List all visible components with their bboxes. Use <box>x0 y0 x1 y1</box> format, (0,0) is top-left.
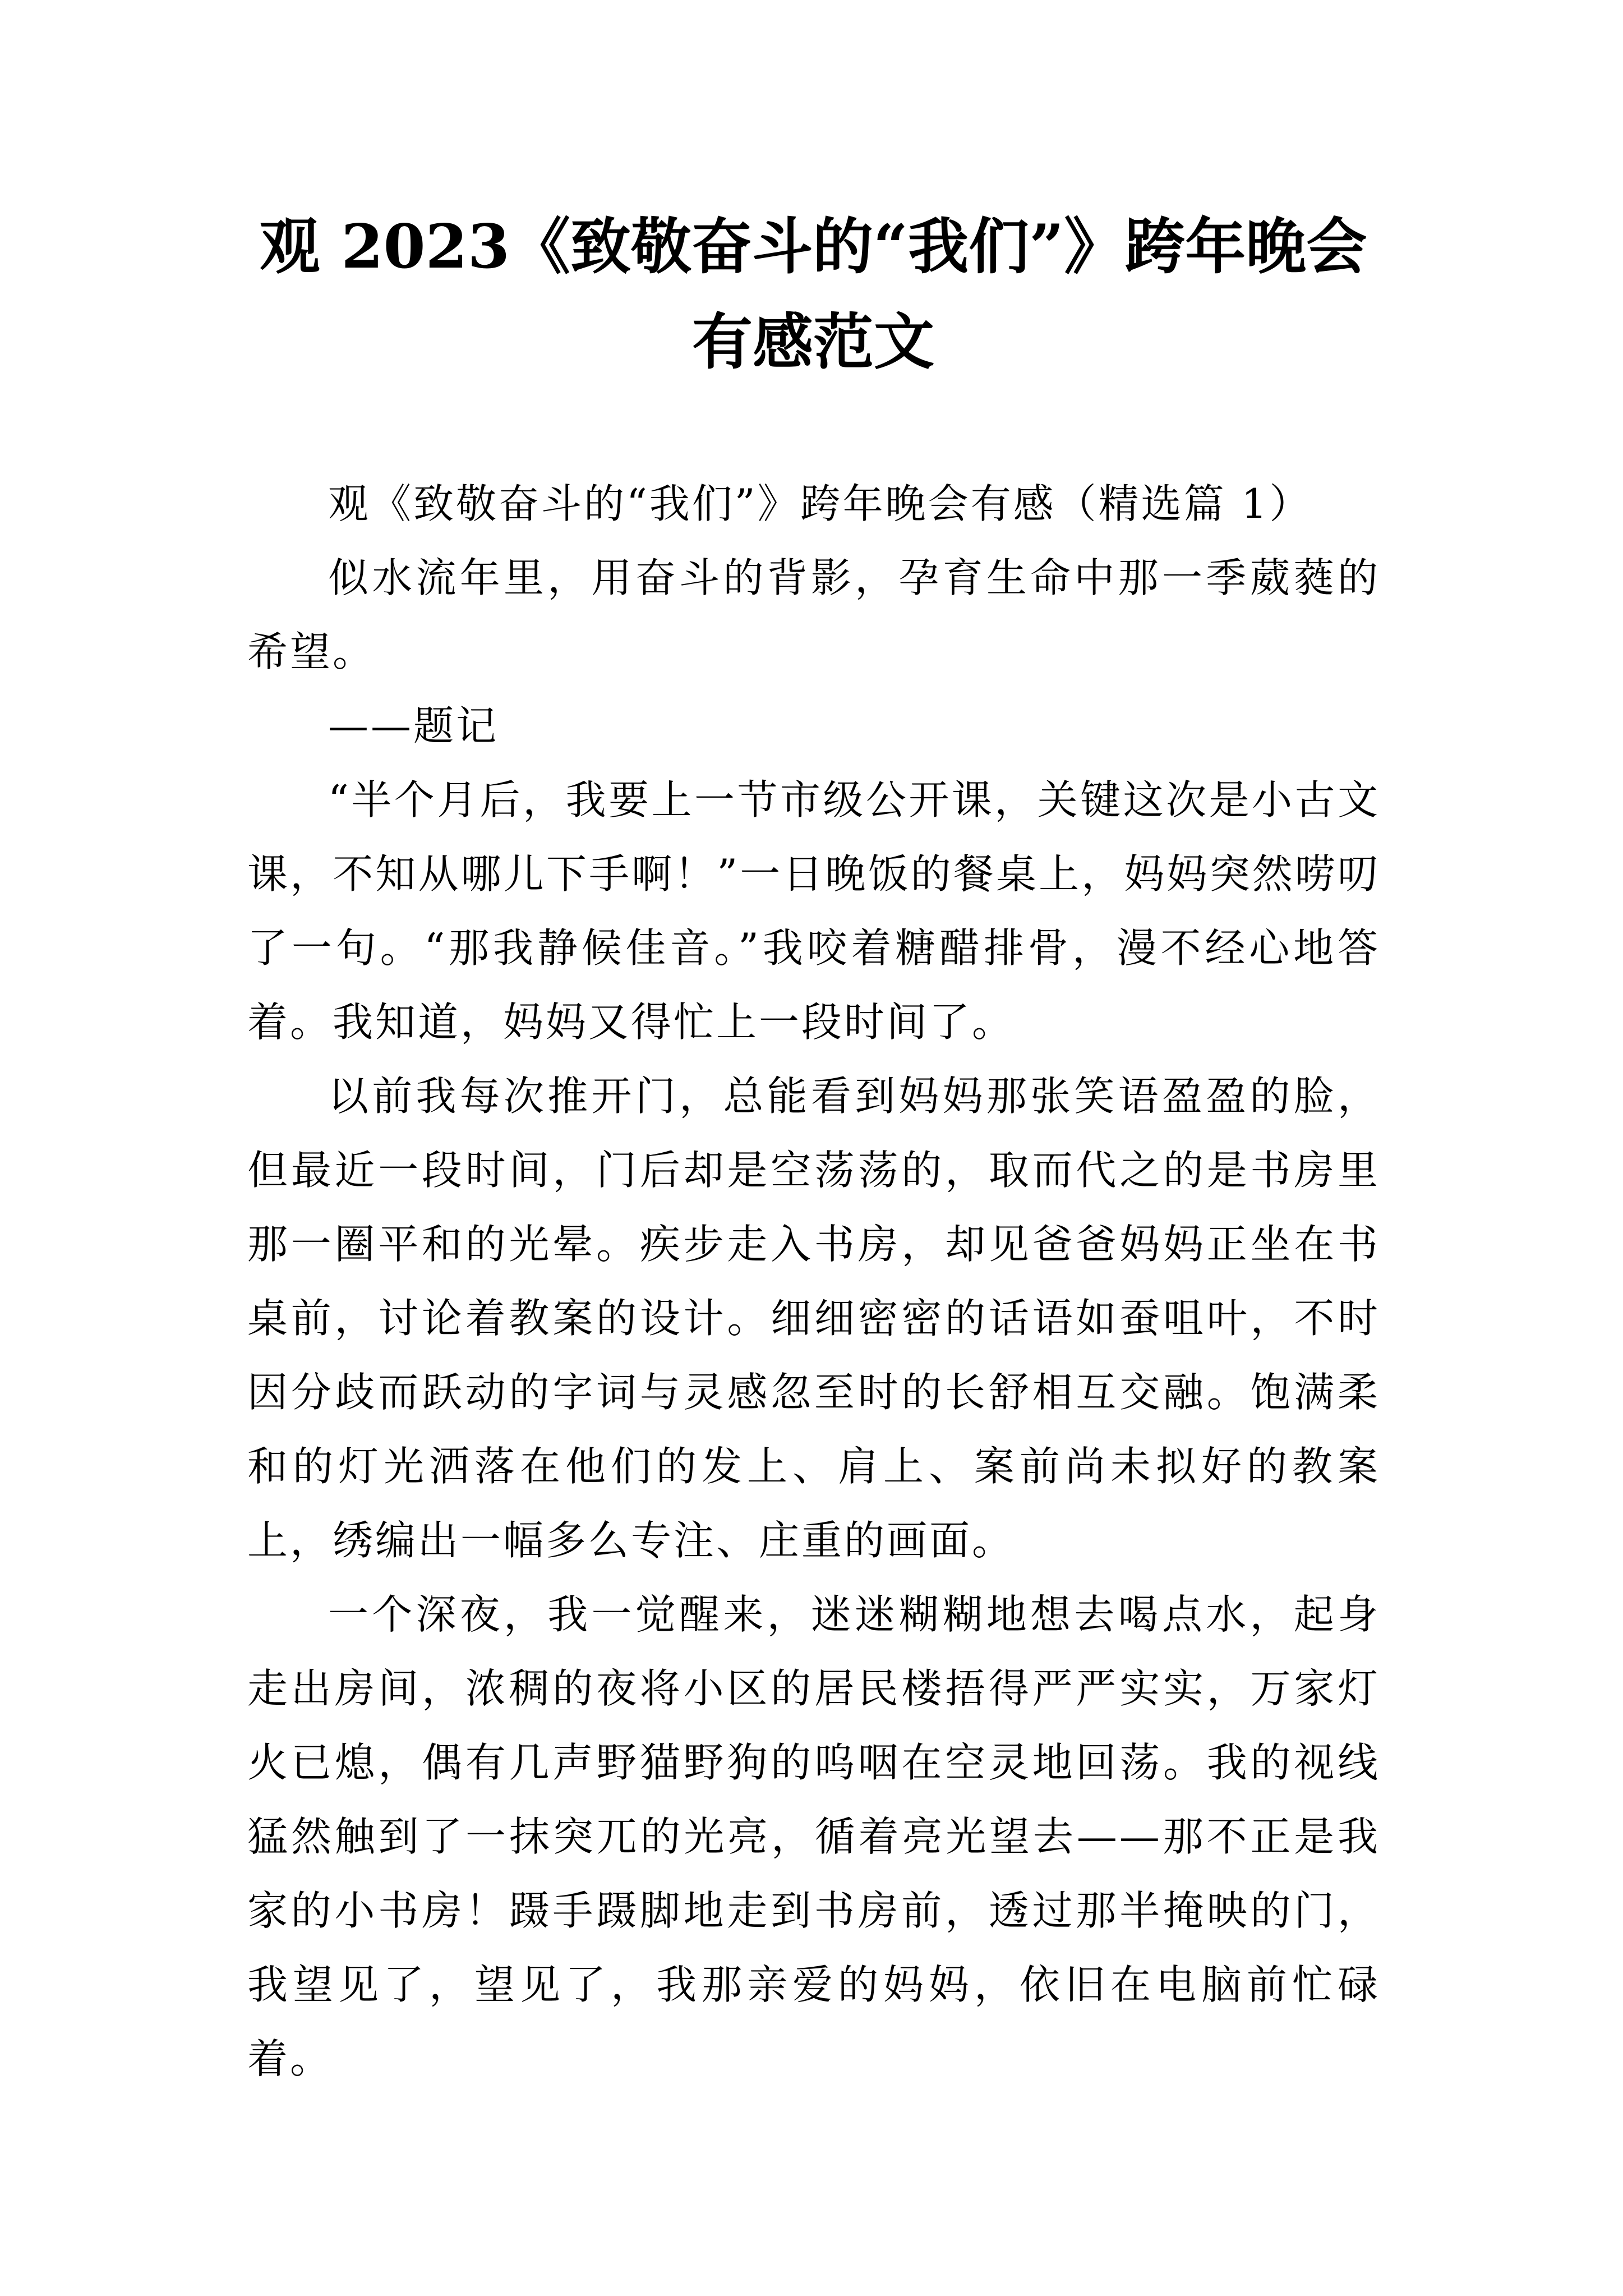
paragraph: “半个月后，我要上一节市级公开课，关键这次是小古文课，不知从哪儿下手啊！”一日晚饭的餐桌上，妈妈突然唠叨了一句。“那我静候佳音。”我咬着糖醋排骨，漫不经心地答着。我知道，妈妈又得忙上一段时间了。 <box>247 776 1380 1046</box>
section-heading: 观《致敬奋斗的“我们”》跨年晚会有感（精选篇 1） <box>328 480 1312 527</box>
paragraph: 一个深夜，我一觉醒来，迷迷糊糊地想去喝点水，起身走出房间，浓稠的夜将小区的居民楼捂得严严实实，万家灯火已熄，偶有几声野猫野狗的呜咽在空灵地回荡。我的视线猛然触到了一抹突兀的光亮，循着亮光望去——那不正是我家的小书房！蹑手蹑脚地走到书房前，透过那半掩映的门，我望见了，望见了，我那亲爱的妈妈，依旧在电脑前忙碌着。 <box>247 1591 1380 2082</box>
paragraph: 以前我每次推开门，总能看到妈妈那张笑语盈盈的脸，但最近一段时间，门后却是空荡荡的，取而代之的是书房里那一圈平和的光晕。疾步走入书房，却见爸爸妈妈正坐在书桌前，讨论着教案的设计。细细密密的话语如蚕咀叶，不时因分歧而跃动的字词与灵感忽至时的长舒相互交融。饱满柔和的灯光洒落在他们的发上、肩上、案前尚未拟好的教案上，绣编出一幅多么专注、庄重的画面。 <box>247 1073 1380 1564</box>
document-title: 观 2023《致敬奋斗的“我们”》跨年晚会有感范文 <box>259 211 1367 378</box>
document-body <box>247 467 1380 2096</box>
paragraph: 似水流年里，用奋斗的背影，孕育生命中那一季葳蕤的希望。 <box>247 554 1380 675</box>
epigraph-attribution: ——题记 <box>328 702 499 749</box>
